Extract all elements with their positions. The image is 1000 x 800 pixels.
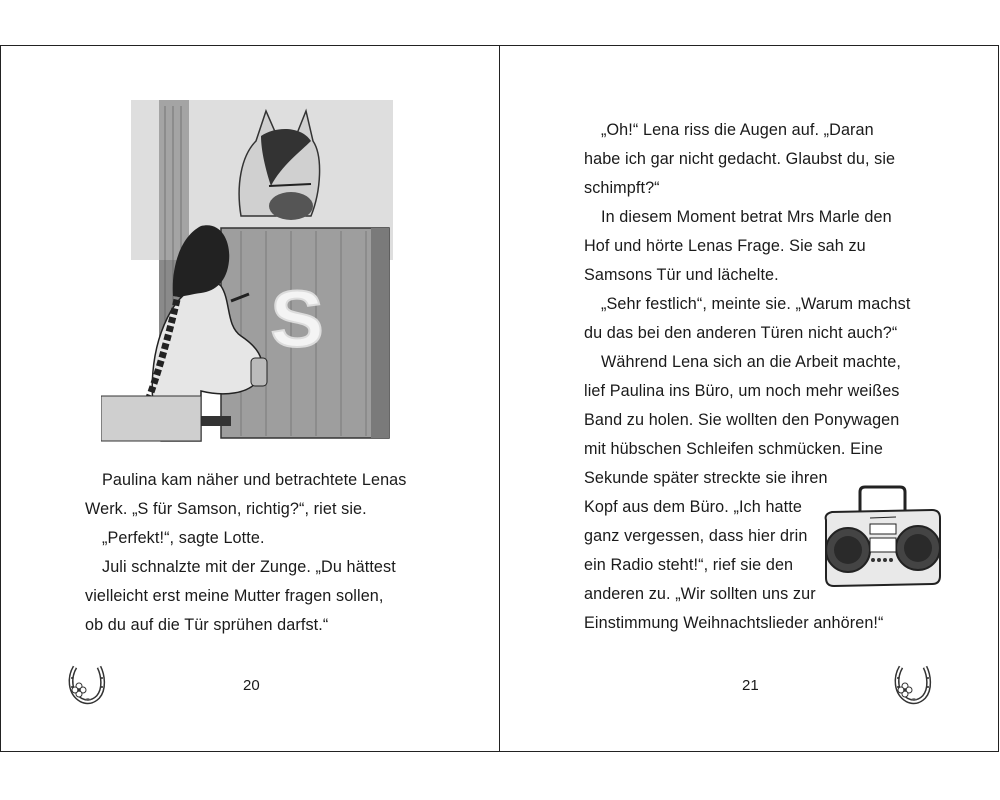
text-line: „Perfekt!“, sagte Lotte. — [102, 529, 265, 547]
text-line: Paulina kam näher und betrachtete Lenas — [102, 471, 407, 489]
text-line: ganz vergessen, dass hier drin — [584, 527, 808, 545]
text-line: Kopf aus dem Büro. „Ich hatte — [584, 498, 802, 516]
text-line: mit hübschen Schleifen schmücken. Eine — [584, 440, 883, 458]
left-page — [1, 46, 500, 751]
right-page — [500, 46, 999, 751]
text-line: Hof und hörte Lenas Frage. Sie sah zu — [584, 237, 866, 255]
text-line: Werk. „S für Samson, richtig?“, riet sie. — [85, 500, 367, 518]
page-number-right: 21 — [742, 677, 759, 694]
horseshoe-flower-icon — [893, 663, 933, 705]
text-line: ein Radio steht!“, rief sie den — [584, 556, 794, 574]
left-page-text — [85, 466, 406, 640]
girl-spraying-door-pony-illustration — [101, 96, 393, 448]
horseshoe-flower-icon — [67, 663, 107, 705]
page-number-left: 20 — [243, 677, 260, 694]
text-line: habe ich gar nicht gedacht. Glaubst du, sie — [584, 150, 896, 168]
text-line: In diesem Moment betrat Mrs Marle den — [601, 208, 892, 226]
text-line: vielleicht erst meine Mutter fragen sollen, — [85, 587, 384, 605]
text-line: Einstimmung Weihnachtslieder anhören!“ — [584, 614, 884, 632]
text-line: „Sehr festlich“, meinte sie. „Warum machst — [601, 295, 911, 313]
text-line: Juli schnalzte mit der Zunge. „Du hättest — [102, 558, 396, 576]
text-line: anderen zu. „Wir sollten uns zur — [584, 585, 816, 603]
text-line: schimpft?“ — [584, 179, 660, 197]
book-spread — [0, 45, 999, 752]
text-line: Während Lena sich an die Arbeit machte, — [601, 353, 901, 371]
text-line: Band zu holen. Sie wollten den Ponywagen — [584, 411, 900, 429]
text-line: „Oh!“ Lena riss die Augen auf. „Daran — [601, 121, 874, 139]
door-letter: S — [270, 274, 324, 363]
text-line: Samsons Tür und lächelte. — [584, 266, 779, 284]
text-line: Sekunde später streckte sie ihren — [584, 469, 828, 487]
text-line: lief Paulina ins Büro, um noch mehr weißes — [584, 382, 900, 400]
radio-icon — [820, 484, 944, 590]
text-line: du das bei den anderen Türen nicht auch?“ — [584, 324, 898, 342]
text-line: ob du auf die Tür sprühen darfst.“ — [85, 616, 329, 634]
